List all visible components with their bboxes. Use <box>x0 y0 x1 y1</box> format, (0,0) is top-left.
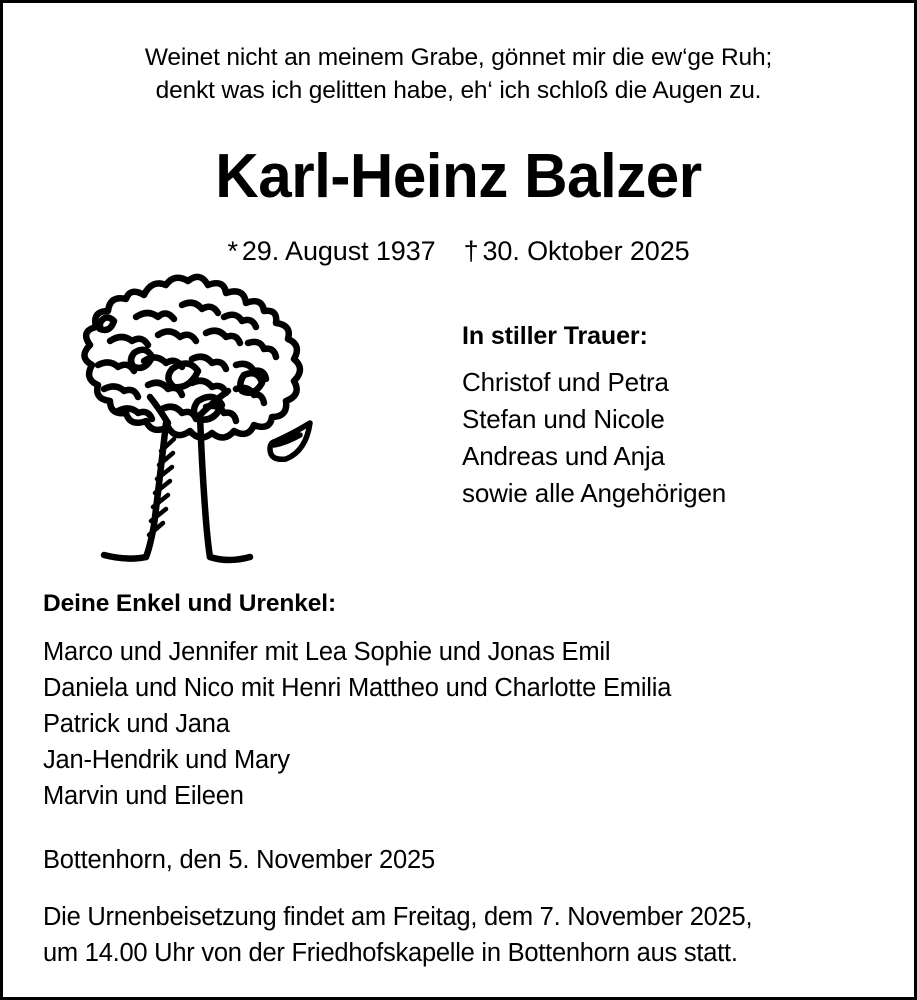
epitaph-line-2: denkt was ich gelitten habe, eh‘ ich schloß die Augen zu. <box>155 77 762 104</box>
epitaph-line-1: Weinet nicht an meinem Grabe, gönnet mir die ew‘ge Ruh; <box>144 44 773 71</box>
birth-date: 29. August 1937 <box>241 236 436 266</box>
ceremony-line-2: um 14.00 Uhr von der Friedhofskapelle in Bottenhorn aus statt. <box>43 939 738 967</box>
tree-roots <box>104 555 250 560</box>
grandchildren-entry: Daniela und Nico mit Henri Mattheo und Charlotte Emilia <box>43 674 672 702</box>
birth-star-icon: * <box>227 236 238 266</box>
death-dagger-icon: † <box>463 236 479 266</box>
death-date-group <box>464 236 690 266</box>
grandchildren-block <box>43 589 883 814</box>
grandchildren-entry: Marvin und Eileen <box>43 782 244 810</box>
mourners-entry: sowie alle Angehörigen <box>462 478 727 508</box>
tree-illustration <box>48 265 338 565</box>
falling-leaf-icon <box>270 423 310 459</box>
epitaph-verse <box>3 41 914 107</box>
ceremony-notice <box>43 899 893 971</box>
mourners-entry: Christof und Petra <box>462 367 669 397</box>
grandchildren-entry: Marco und Jennifer mit Lea Sophie und Jonas Emil <box>43 638 611 666</box>
birth-date-group <box>227 236 435 266</box>
mourners-block <box>462 321 862 512</box>
grandchildren-entry: Patrick und Jana <box>43 710 230 738</box>
deceased-name: Karl-Heinz Balzer <box>215 142 702 211</box>
tree-foliage-detail <box>98 303 276 421</box>
ceremony-line-1: Die Urnenbeisetzung findet am Freitag, dem 7. November 2025, <box>43 903 753 931</box>
life-dates <box>3 234 914 268</box>
mourners-heading: In stiller Trauer: <box>462 322 648 350</box>
grandchildren-entry: Jan-Hendrik und Mary <box>43 746 290 774</box>
place-and-date: Bottenhorn, den 5. November 2025 <box>43 846 435 874</box>
grandchildren-heading: Deine Enkel und Urenkel: <box>43 590 337 617</box>
mourners-entry: Andreas und Anja <box>462 441 665 471</box>
mourners-entry: Stefan und Nicole <box>462 404 665 434</box>
death-date: 30. Oktober 2025 <box>482 236 690 266</box>
